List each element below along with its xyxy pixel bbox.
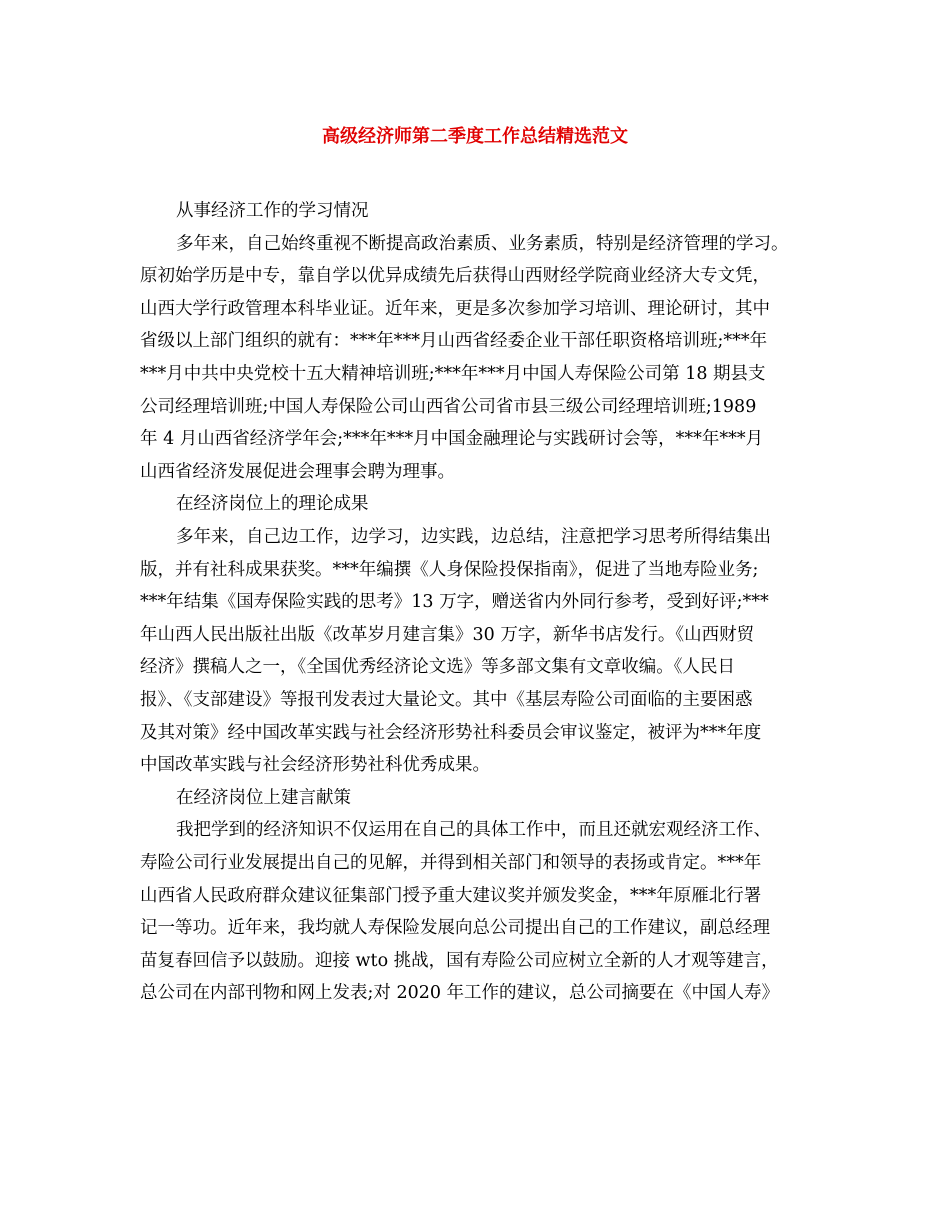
paragraph-line: ***年结集《国寿保险实践的思考》13 万字，赠送省内外同行参考，受到好评;*** [140, 592, 769, 613]
paragraph-line: ***月中共中央党校十五大精神培训班;***年***月中国人寿保险公司第 18 期县支 [140, 364, 766, 384]
paragraph-line: 在经济岗位上的理论成果 [176, 494, 369, 515]
paragraph-line: 我把学到的经济知识不仅运用在自己的具体工作中，而且还就宏观经济工作、 [176, 820, 771, 841]
paragraph-line: 省级以上部门组织的就有：***年***月山西省经委企业干部任职资格培训班;***年 [140, 331, 768, 352]
paragraph-line: 山西大学行政管理本科毕业证。近年来，更是多次参加学习培训、理论研讨，其中 [140, 298, 770, 319]
paragraph-line: 寿险公司行业发展提出自己的见解，并得到相关部门和领导的表扬或肯定。***年 [140, 853, 762, 873]
paragraph-line: 版，并有社科成果获奖。***年编撰《人身保险投保指南》，促进了当地寿险业务; [140, 559, 759, 580]
paragraph-line: 年山西人民出版社出版《改革岁月建言集》30 万字，新华书店发行。《山西财贸 [140, 624, 755, 645]
paragraph-line: 苗复春回信予以鼓励。迎接 wto 挑战，国有寿险公司应树立全新的人才观等建言， [140, 950, 779, 971]
paragraph-line: 记一等功。近年来，我均就人寿保险发展向总公司提出自己的工作建议，副总经理 [140, 918, 770, 939]
paragraph-line: 总公司在内部刊物和网上发表;对 2020 年工作的建议，总公司摘要在《中国人寿》 [140, 983, 780, 1004]
document-title: 高级经济师第二季度工作总结精选范文 [322, 126, 628, 147]
paragraph-line: 原初始学历是中专，靠自学以优异成绩先后获得山西财经学院商业经济大专文凭， [140, 266, 770, 287]
paragraph-line: 中国改革实践与社会经济形势社科优秀成果。 [140, 755, 490, 776]
paragraph-line: 报》、《支部建设》等报刊发表过大量论文。其中《基层寿险公司面临的主要困惑 [140, 690, 753, 710]
paragraph-line: 公司经理培训班;中国人寿保险公司山西省公司省市县三级公司经理培训班;1989 [140, 396, 757, 417]
paragraph-line: 年 4 月山西省经济学年会;***年***月中国金融理论与实践研讨会等，***年***月 [140, 429, 764, 450]
paragraph-line: 经济》撰稿人之一，《全国优秀经济论文选》等多部文集有文章收编。《人民日 [140, 657, 735, 678]
paragraph-line: 在经济岗位上建言献策 [176, 787, 351, 808]
paragraph-line: 多年来，自己边工作，边学习，边实践，边总结，注意把学习思考所得结集出 [176, 527, 771, 547]
paragraph-line: 及其对策》经中国改革实践与社会经济形势社科委员会审议鉴定，被评为***年度 [140, 722, 762, 743]
paragraph-line: 从事经济工作的学习情况 [176, 201, 369, 221]
paragraph-line: 多年来，自己始终重视不断提高政治素质、业务素质，特别是经济管理的学习。 [176, 233, 789, 254]
paragraph-line: 山西省经济发展促进会理事会聘为理事。 [140, 461, 455, 482]
paragraph-line: 山西省人民政府群众建议征集部门授予重大建议奖并颁发奖金，***年原雁北行署 [140, 885, 762, 906]
